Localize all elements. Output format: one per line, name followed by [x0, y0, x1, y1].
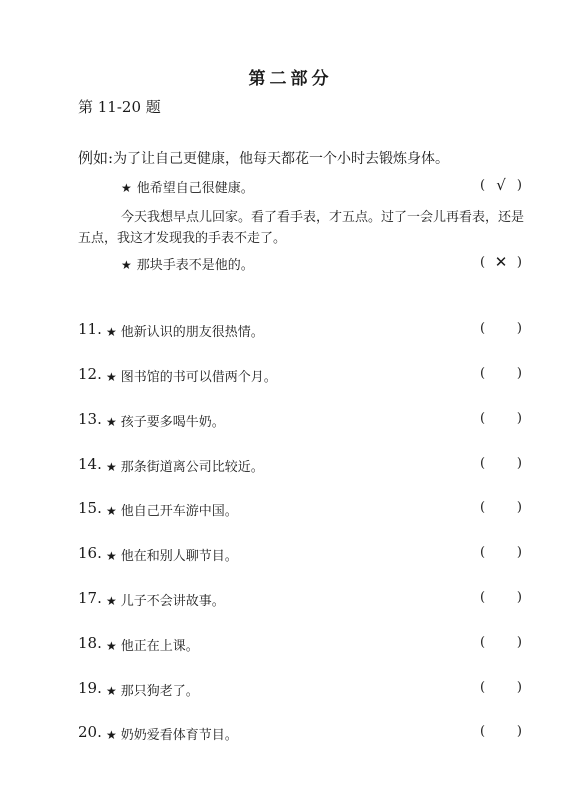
star-icon: ★ — [106, 639, 117, 653]
question-number: 12. — [78, 365, 102, 383]
star-icon: ★ — [106, 684, 117, 698]
answer-bracket[interactable] — [480, 590, 522, 605]
answer-bracket[interactable] — [480, 635, 522, 650]
example-answer-2 — [480, 253, 522, 271]
question-text: 他新认识的朋友很热情。 — [120, 325, 264, 340]
bracket-close: ) — [516, 724, 522, 739]
section-label: 第 11-20 题 — [78, 98, 161, 116]
question-statement — [106, 545, 238, 564]
question-statement — [106, 366, 277, 385]
question-statement — [106, 321, 264, 340]
question-number: 20. — [78, 723, 102, 741]
question-item — [78, 544, 524, 566]
question-item — [78, 320, 524, 342]
example-statement-text: 那块手表不是他的。 — [136, 258, 254, 273]
bracket-close: ) — [516, 177, 522, 193]
question-text: 儿子不会讲故事。 — [120, 594, 225, 609]
bracket-open: ( — [480, 411, 486, 426]
cross-mark-icon: ✕ — [494, 253, 508, 271]
question-item — [78, 410, 524, 432]
example-statement-text: 他希望自己很健康。 — [136, 181, 254, 196]
question-item — [78, 455, 524, 477]
question-text: 孩子要多喝牛奶。 — [120, 415, 225, 430]
answer-bracket[interactable] — [480, 724, 522, 739]
question-statement — [106, 590, 225, 609]
check-mark-icon: √ — [496, 176, 506, 194]
example-label: 例如: — [78, 149, 114, 167]
question-item — [78, 634, 524, 656]
star-icon: ★ — [106, 504, 117, 518]
bracket-open: ( — [480, 545, 486, 560]
bracket-close: ) — [516, 366, 522, 381]
question-text: 图书馆的书可以借两个月。 — [120, 370, 277, 385]
answer-bracket[interactable] — [480, 680, 522, 695]
bracket-open: ( — [480, 321, 486, 336]
question-item — [78, 499, 524, 521]
star-icon: ★ — [106, 460, 117, 474]
bracket-close: ) — [516, 321, 522, 336]
question-item — [78, 679, 524, 701]
answer-bracket[interactable] — [480, 366, 522, 381]
bracket-close: ) — [516, 456, 522, 471]
question-text: 那条街道离公司比较近。 — [120, 460, 264, 475]
example-statement-2 — [121, 254, 254, 273]
star-icon: ★ — [106, 594, 117, 608]
bracket-open: ( — [480, 254, 486, 270]
answer-bracket[interactable] — [480, 500, 522, 515]
example-statement-1 — [121, 177, 254, 196]
question-text: 他自己开车游中国。 — [120, 504, 238, 519]
bracket-open: ( — [480, 500, 486, 515]
answer-bracket[interactable] — [480, 321, 522, 336]
bracket-close: ) — [516, 635, 522, 650]
question-number: 15. — [78, 499, 102, 517]
question-number: 18. — [78, 634, 102, 652]
answer-bracket[interactable] — [480, 456, 522, 471]
answer-bracket[interactable] — [480, 545, 522, 560]
question-text: 他正在上课。 — [120, 639, 199, 654]
question-statement — [106, 635, 199, 654]
page-title: 第二部分 — [248, 69, 333, 89]
question-text: 那只狗老了。 — [120, 684, 199, 699]
bracket-open: ( — [480, 177, 486, 193]
bracket-open: ( — [480, 724, 486, 739]
example-passage: 今天我想早点儿回家。看了看手表，才五点。过了一会儿再看表，还是五点，我这才发现我的手表不走了。 — [78, 210, 525, 246]
question-text: 他在和别人聊节目。 — [120, 549, 238, 564]
question-item — [78, 365, 524, 387]
bracket-open: ( — [480, 456, 486, 471]
bracket-close: ) — [516, 680, 522, 695]
question-number: 14. — [78, 455, 102, 473]
question-number: 11. — [78, 320, 102, 338]
example-sentence: 为了让自己更健康，他每天都花一个小时去锻炼身体。 — [113, 151, 450, 167]
question-number: 19. — [78, 679, 102, 697]
example-answer-1 — [480, 176, 522, 194]
question-item — [78, 723, 524, 745]
bracket-close: ) — [516, 545, 522, 560]
bracket-open: ( — [480, 680, 486, 695]
question-number: 16. — [78, 544, 102, 562]
question-item — [78, 589, 524, 611]
question-statement — [106, 680, 199, 699]
star-icon: ★ — [121, 181, 132, 195]
bracket-open: ( — [480, 366, 486, 381]
star-icon: ★ — [106, 325, 117, 339]
answer-bracket[interactable] — [480, 411, 522, 426]
question-statement — [106, 456, 264, 475]
bracket-close: ) — [516, 500, 522, 515]
star-icon: ★ — [106, 415, 117, 429]
question-number: 17. — [78, 589, 102, 607]
bracket-open: ( — [480, 590, 486, 605]
bracket-close: ) — [516, 590, 522, 605]
star-icon: ★ — [106, 370, 117, 384]
star-icon: ★ — [121, 258, 132, 272]
bracket-close: ) — [516, 411, 522, 426]
question-statement — [106, 500, 238, 519]
question-number: 13. — [78, 410, 102, 428]
question-statement — [106, 724, 238, 743]
bracket-open: ( — [480, 635, 486, 650]
star-icon: ★ — [106, 549, 117, 563]
question-text: 奶奶爱看体育节目。 — [120, 728, 238, 743]
question-statement — [106, 411, 225, 430]
bracket-close: ) — [516, 254, 522, 270]
example-sentence-row — [78, 147, 449, 168]
star-icon: ★ — [106, 728, 117, 742]
